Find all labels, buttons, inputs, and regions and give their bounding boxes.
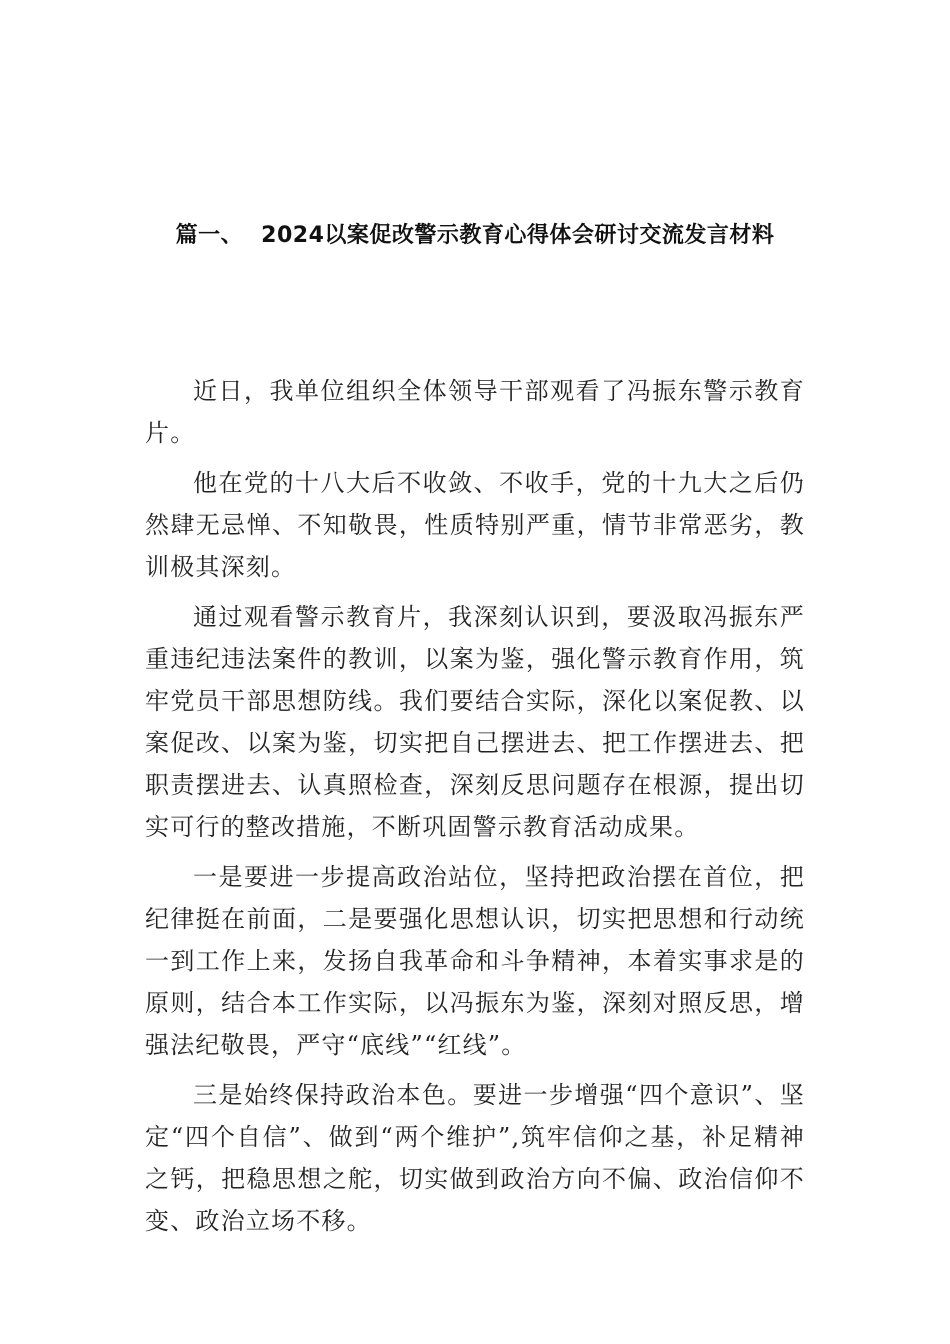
paragraph: 通过观看警示教育片，我深刻认识到，要汲取冯振东严重违纪违法案件的教训，以案为鉴，强化警示教育作用，筑牢党员干部思想防线。我们要结合实际，深化以案促教、以案促改、以案为鉴，切实把自己摆进去、把工作摆进去、把职责摆进去、认真照检查，深刻反思问题存在根源，提出切实可行的整改措施，不断巩固警示教育活动成果。 [145, 603, 805, 841]
title-main: 2024以案促改警示教育心得体会研讨交流发言材料 [261, 223, 775, 248]
document-body [145, 370, 805, 1250]
paragraph: 近日，我单位组织全体领导干部观看了冯振东警示教育片。 [145, 377, 805, 447]
paragraph: 一是要进一步提高政治站位，坚持把政治摆在首位，把纪律挺在前面，二是要强化思想认识，切实把思想和行动统一到工作上来，发扬自我革命和斗争精神，本着实事求是的原则，结合本工作实际，以冯振东为鉴，深刻对照反思，增强法纪敬畏，严守“底线”“红线”。 [145, 863, 805, 1059]
paragraph: 三是始终保持政治本色。要进一步增强“四个意识”、坚定“四个自信”、做到“两个维护”,筑牢信仰之基，补足精神之钙，把稳思想之舵，切实做到政治方向不偏、政治信仰不变、政治立场不移。 [145, 1081, 805, 1235]
document-title [0, 218, 950, 249]
paragraph: 他在党的十八大后不收敛、不收手，党的十九大之后仍然肆无忌惮、不知敬畏，性质特别严重，情节非常恶劣，教训极其深刻。 [145, 469, 805, 581]
title-prefix: 篇一、 [175, 223, 244, 248]
